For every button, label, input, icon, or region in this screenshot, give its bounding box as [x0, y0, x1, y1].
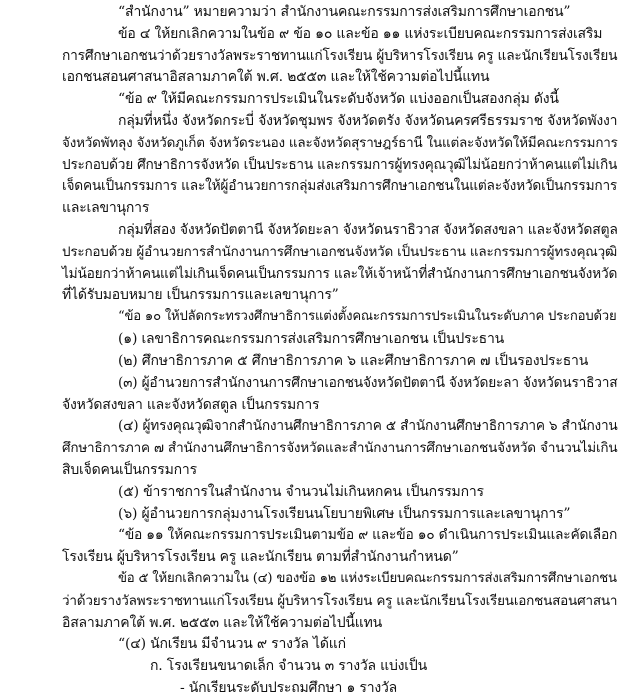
text-line: - นักเรียนระดับประถมศึกษา ๑ รางวัล — [180, 680, 398, 696]
text-line: ประกอบด้วย ผู้อำนวยการสำนักงานการศึกษาเอกชนจังหวัด เป็นประธาน และกรรมการผู้ทรงคุณวุฒิ — [62, 244, 617, 260]
text-line: ก. โรงเรียนขนาดเล็ก จำนวน ๓ รางวัล แบ่งเป็น — [150, 658, 427, 674]
text-line: กลุ่มที่สอง จังหวัดปัตตานี จังหวัดยะลา จังหวัดนราธิวาส จังหวัดสงขลา และจังหวัดสตูล — [118, 222, 618, 238]
text-line: ข้อ ๕ ให้ยกเลิกความใน (๔) ของข้อ ๑๒ แห่งระเบียบคณะกรรมการส่งเสริมการศึกษาเอกชน — [118, 571, 617, 586]
text-line: (๕) ข้าราชการในสำนักงาน จำนวนไม่เกินหกคน เป็นกรรมการ — [118, 484, 484, 500]
text-line: (๑) เลขาธิการคณะกรรมการส่งเสริมการศึกษาเอกชน เป็นประธาน — [118, 331, 505, 347]
text-line: กลุ่มที่หนึ่ง จังหวัดกระบี่ จังหวัดชุมพร จังหวัดตรัง จังหวัดนครศรีธรรมราช จังหวัดพังงา — [118, 113, 618, 129]
text-line: เอกชนสอนศาสนาอิสลามภาคใต้ พ.ศ. ๒๕๕๓ และให้ใช้ความต่อไปนี้แทน — [62, 69, 490, 85]
text-line: (๓) ผู้อำนวยการสำนักงานการศึกษาเอกชนจังหวัดปัตตานี จังหวัดยะลา จังหวัดนราธิวาส — [118, 375, 618, 391]
text-line: และเลขานุการ — [62, 200, 150, 216]
text-line: (๖) ผู้อำนวยการกลุ่มงานโรงเรียนนโยบายพิเศษ เป็นกรรมการและเลขานุการ” — [118, 506, 571, 522]
text-line: ประกอบด้วย ศึกษาธิการจังหวัด เป็นประธาน และกรรมการผู้ทรงคุณวุฒิไม่น้อยกว่าห้าคนแต่ไม่เกิน — [62, 157, 618, 173]
text-line: ข้อ ๔ ให้ยกเลิกความในข้อ ๙ ข้อ ๑๐ และข้อ ๑๑ แห่งระเบียบคณะกรรมการส่งเสริม — [118, 26, 603, 42]
text-line: ว่าด้วยรางวัลพระราชทานแก่โรงเรียน ผู้บริหารโรงเรียน ครู และนักเรียนโรงเรียนเอกชนสอนศาสนา — [62, 593, 618, 609]
text-line: จังหวัดสงขลา และจังหวัดสตูล เป็นกรรมการ — [62, 397, 320, 413]
text-line: (๔) ผู้ทรงคุณวุฒิจากสำนักงานศึกษาธิการภาค ๕ สำนักงานศึกษาธิการภาค ๖ สำนักงาน — [118, 418, 618, 434]
text-line: “(๔) นักเรียน มีจำนวน ๙ รางวัล ได้แก่ — [118, 636, 346, 652]
text-line: โรงเรียน ผู้บริหารโรงเรียน ครู และนักเรียน ตามที่สำนักงานกำหนด” — [62, 549, 459, 565]
text-line: ที่ได้รับมอบหมาย เป็นกรรมการและเลขานุการ” — [62, 287, 339, 303]
text-line: จังหวัดพัทลุง จังหวัดภูเก็ต จังหวัดระนอง และจังหวัดสุราษฎร์ธานี ในแต่ละจังหวัดให้มีคณะกรรมการ — [62, 135, 618, 151]
text-line: ไม่น้อยกว่าห้าคนแต่ไม่เกินเจ็ดคนเป็นกรรมการ และให้เจ้าหน้าที่สำนักงานการศึกษาเอกชนจังหวัด — [62, 266, 618, 282]
text-line: “ข้อ ๑๑ ให้คณะกรรมการประเมินตามข้อ ๙ และข้อ ๑๐ ดำเนินการประเมินและคัดเลือก — [118, 527, 618, 543]
text-line: อิสลามภาคใต้ พ.ศ. ๒๕๕๓ และให้ใช้ความต่อไปนี้แทน — [62, 615, 383, 631]
text-line: “ข้อ ๙ ให้มีคณะกรรมการประเมินในระดับจังหวัด แบ่งออกเป็นสองกลุ่ม ดังนี้ — [118, 91, 559, 107]
text-line: สิบเจ็ดคนเป็นกรรมการ — [62, 462, 197, 478]
text-line: (๒) ศึกษาธิการภาค ๕ ศึกษาธิการภาค ๖ และศึกษาธิการภาค ๗ เป็นรองประธาน — [118, 353, 589, 369]
text-line: การศึกษาเอกชนว่าด้วยรางวัลพระราชทานแก่โรงเรียน ผู้บริหารโรงเรียน ครู และนักเรียนโรงเรียน — [62, 48, 618, 64]
text-line: “ข้อ ๑๐ ให้ปลัดกระทรวงศึกษาธิการแต่งตั้งคณะกรรมการประเมินในระดับภาค ประกอบด้วย — [118, 309, 617, 324]
text-line: “สำนักงาน” หมายความว่า สำนักงานคณะกรรมการส่งเสริมการศึกษาเอกชน” — [118, 4, 571, 20]
text-line: ศึกษาธิการภาค ๗ สำนักงานศึกษาธิการจังหวัดและสำนักงานการศึกษาเอกชนจังหวัด จำนวนไม่เกิน — [62, 440, 618, 456]
text-line: เจ็ดคนเป็นกรรมการ และให้ผู้อำนวยการกลุ่มส่งเสริมการศึกษาเอกชนในแต่ละจังหวัดเป็นกรรมการ — [62, 178, 618, 194]
